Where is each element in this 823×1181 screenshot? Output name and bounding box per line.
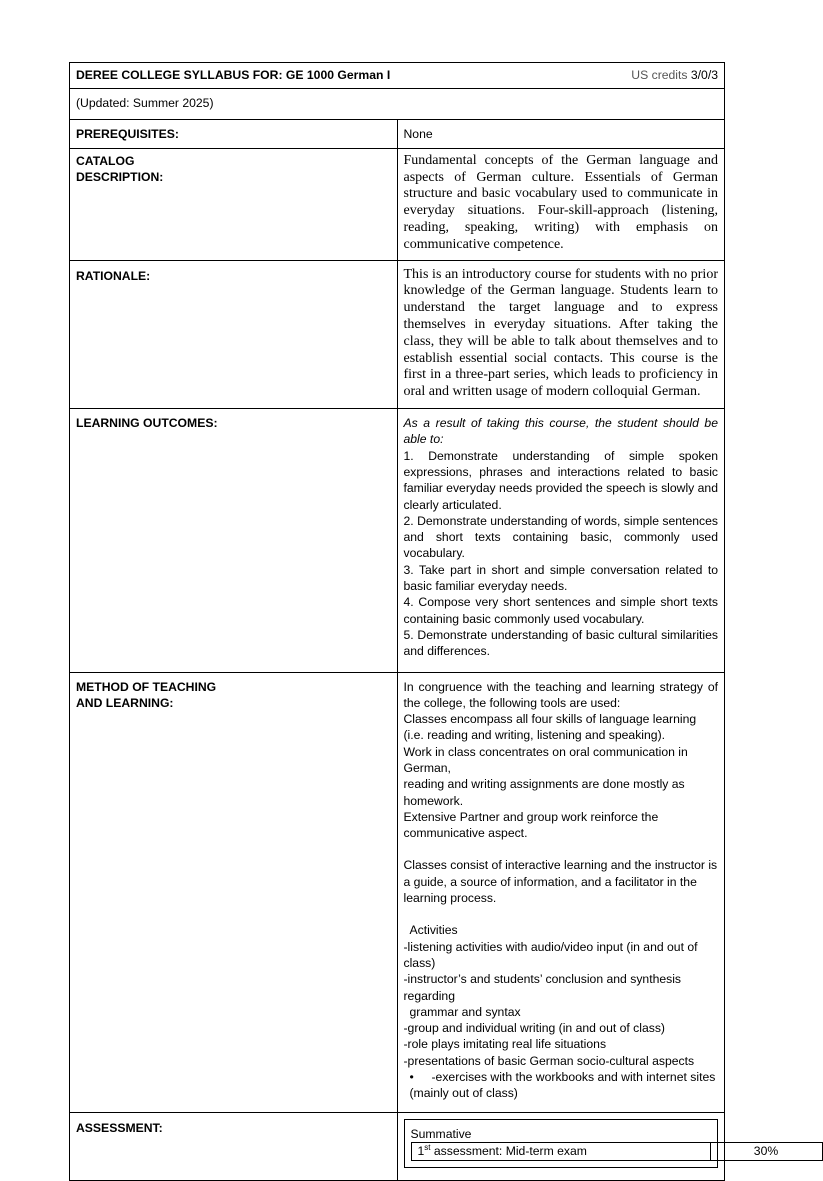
assessment-label: ASSESSMENT:: [76, 1120, 163, 1135]
method-label-line2: AND LEARNING:: [76, 695, 174, 710]
activity-item-continued: grammar and syntax: [409, 1004, 521, 1019]
assessment-table: [411, 1142, 823, 1161]
credits-label: US credits: [631, 68, 688, 82]
outcome-item: 3. Take part in short and simple conversation related to basic familiar everyday needs.: [403, 562, 718, 594]
catalog-description-text: Fundamental concepts of the German language and aspects of German culture. Essentials of German structure and basic vocabulary used to communicate in everyday situations. Four-skill-approach (listening, reading, speaking, writing) with emphasis on communicative competence.: [403, 152, 718, 252]
activity-item: -presentations of basic German socio-cultural aspects: [403, 1053, 695, 1068]
activity-item: -listening activities with audio/video input (in and out of class): [403, 939, 698, 970]
method-paragraph: Classes consist of interactive learning and the instructor is a guide, a source of information, and a facilitator in the learning process.: [403, 858, 718, 906]
updated-row: [70, 89, 725, 119]
bulleted-activity: [404, 1069, 719, 1102]
catalog-row: [70, 148, 725, 260]
rationale-row: [70, 260, 725, 408]
method-paragraph: In congruence with the teaching and learning strategy of the college, the following tools are used:: [403, 679, 718, 710]
method-label-line1: METHOD OF TEACHING: [76, 679, 217, 694]
assessment-box: [404, 1119, 779, 1168]
prerequisites-label: PREREQUISITES:: [76, 126, 179, 141]
outcomes-intro: As a result of taking this course, the student should be able to:: [403, 416, 718, 447]
activity-item: -exercises with the workbooks and with internet sites (mainly out of class): [409, 1070, 716, 1101]
syllabus-document: [69, 62, 779, 1181]
syllabus-table: [69, 62, 779, 1181]
header-row: [70, 63, 725, 89]
method-paragraph: Classes encompass all four skills of language learning (i.e. reading and writing, listening and speaking).: [403, 712, 697, 743]
activities-title: Activities: [409, 923, 458, 938]
method-paragraph: reading and writing assignments are done mostly as homework.: [403, 777, 685, 808]
outcome-item: 2. Demonstrate understanding of words, simple sentences and short texts containing basic, commonly used vocabulary.: [403, 513, 718, 561]
outcomes-label: LEARNING OUTCOMES:: [76, 416, 218, 431]
activity-item: -group and individual writing (in and out of class): [403, 1021, 665, 1036]
outcome-item: 4. Compose very short sentences and simple short texts containing basic commonly used vocabulary.: [403, 595, 718, 626]
rationale-label: RATIONALE:: [76, 268, 151, 283]
updated-date: (Updated: Summer 2025): [76, 96, 214, 111]
assessment-item: 1st assessment: Mid-term exam: [411, 1142, 710, 1160]
method-paragraph: Extensive Partner and group work reinforce the communicative aspect.: [403, 809, 659, 841]
method-paragraph: Work in class concentrates on oral communication in German,: [403, 744, 688, 775]
syllabus-title: DEREE COLLEGE SYLLABUS FOR: GE 1000 German I: [76, 68, 391, 82]
bullet-icon: •: [409, 1070, 414, 1085]
outcome-item: 1. Demonstrate understanding of simple spoken expressions, phrases and interactions related to basic familiar everyday needs provided the speech is slowly and clearly articulated.: [403, 448, 718, 512]
outcome-item: 5. Demonstrate understanding of basic cultural similarities and differences.: [403, 627, 718, 659]
method-row: [70, 672, 725, 1112]
outcomes-row: [70, 409, 725, 672]
table-row: [411, 1142, 822, 1160]
prerequisites-row: [70, 119, 725, 148]
assessment-row: [70, 1112, 725, 1180]
summative-heading: Summative: [410, 1126, 472, 1141]
prerequisites-value: None: [403, 126, 433, 141]
credits-value: 3/0/3: [690, 68, 718, 82]
rationale-text: This is an introductory course for students with no prior knowledge of the German language. Students learn to understand the target language and to express themselves in everyday situations. After taking the class, they will be able to talk about themselves and to establish essential social contacts. This course is the first in a three-part series, which leads to proficiency in oral and written usage of modern colloquial German.: [403, 266, 718, 400]
activity-item: -role plays imitating real life situations: [403, 1037, 607, 1052]
us-credits: [631, 67, 718, 83]
catalog-label-line1: CATALOG: [76, 153, 135, 168]
activity-item: -instructor’s and students’ conclusion and synthesis regarding: [403, 972, 682, 1003]
assessment-weight: 30%: [710, 1142, 822, 1160]
catalog-label-line2: DESCRIPTION:: [76, 170, 164, 185]
